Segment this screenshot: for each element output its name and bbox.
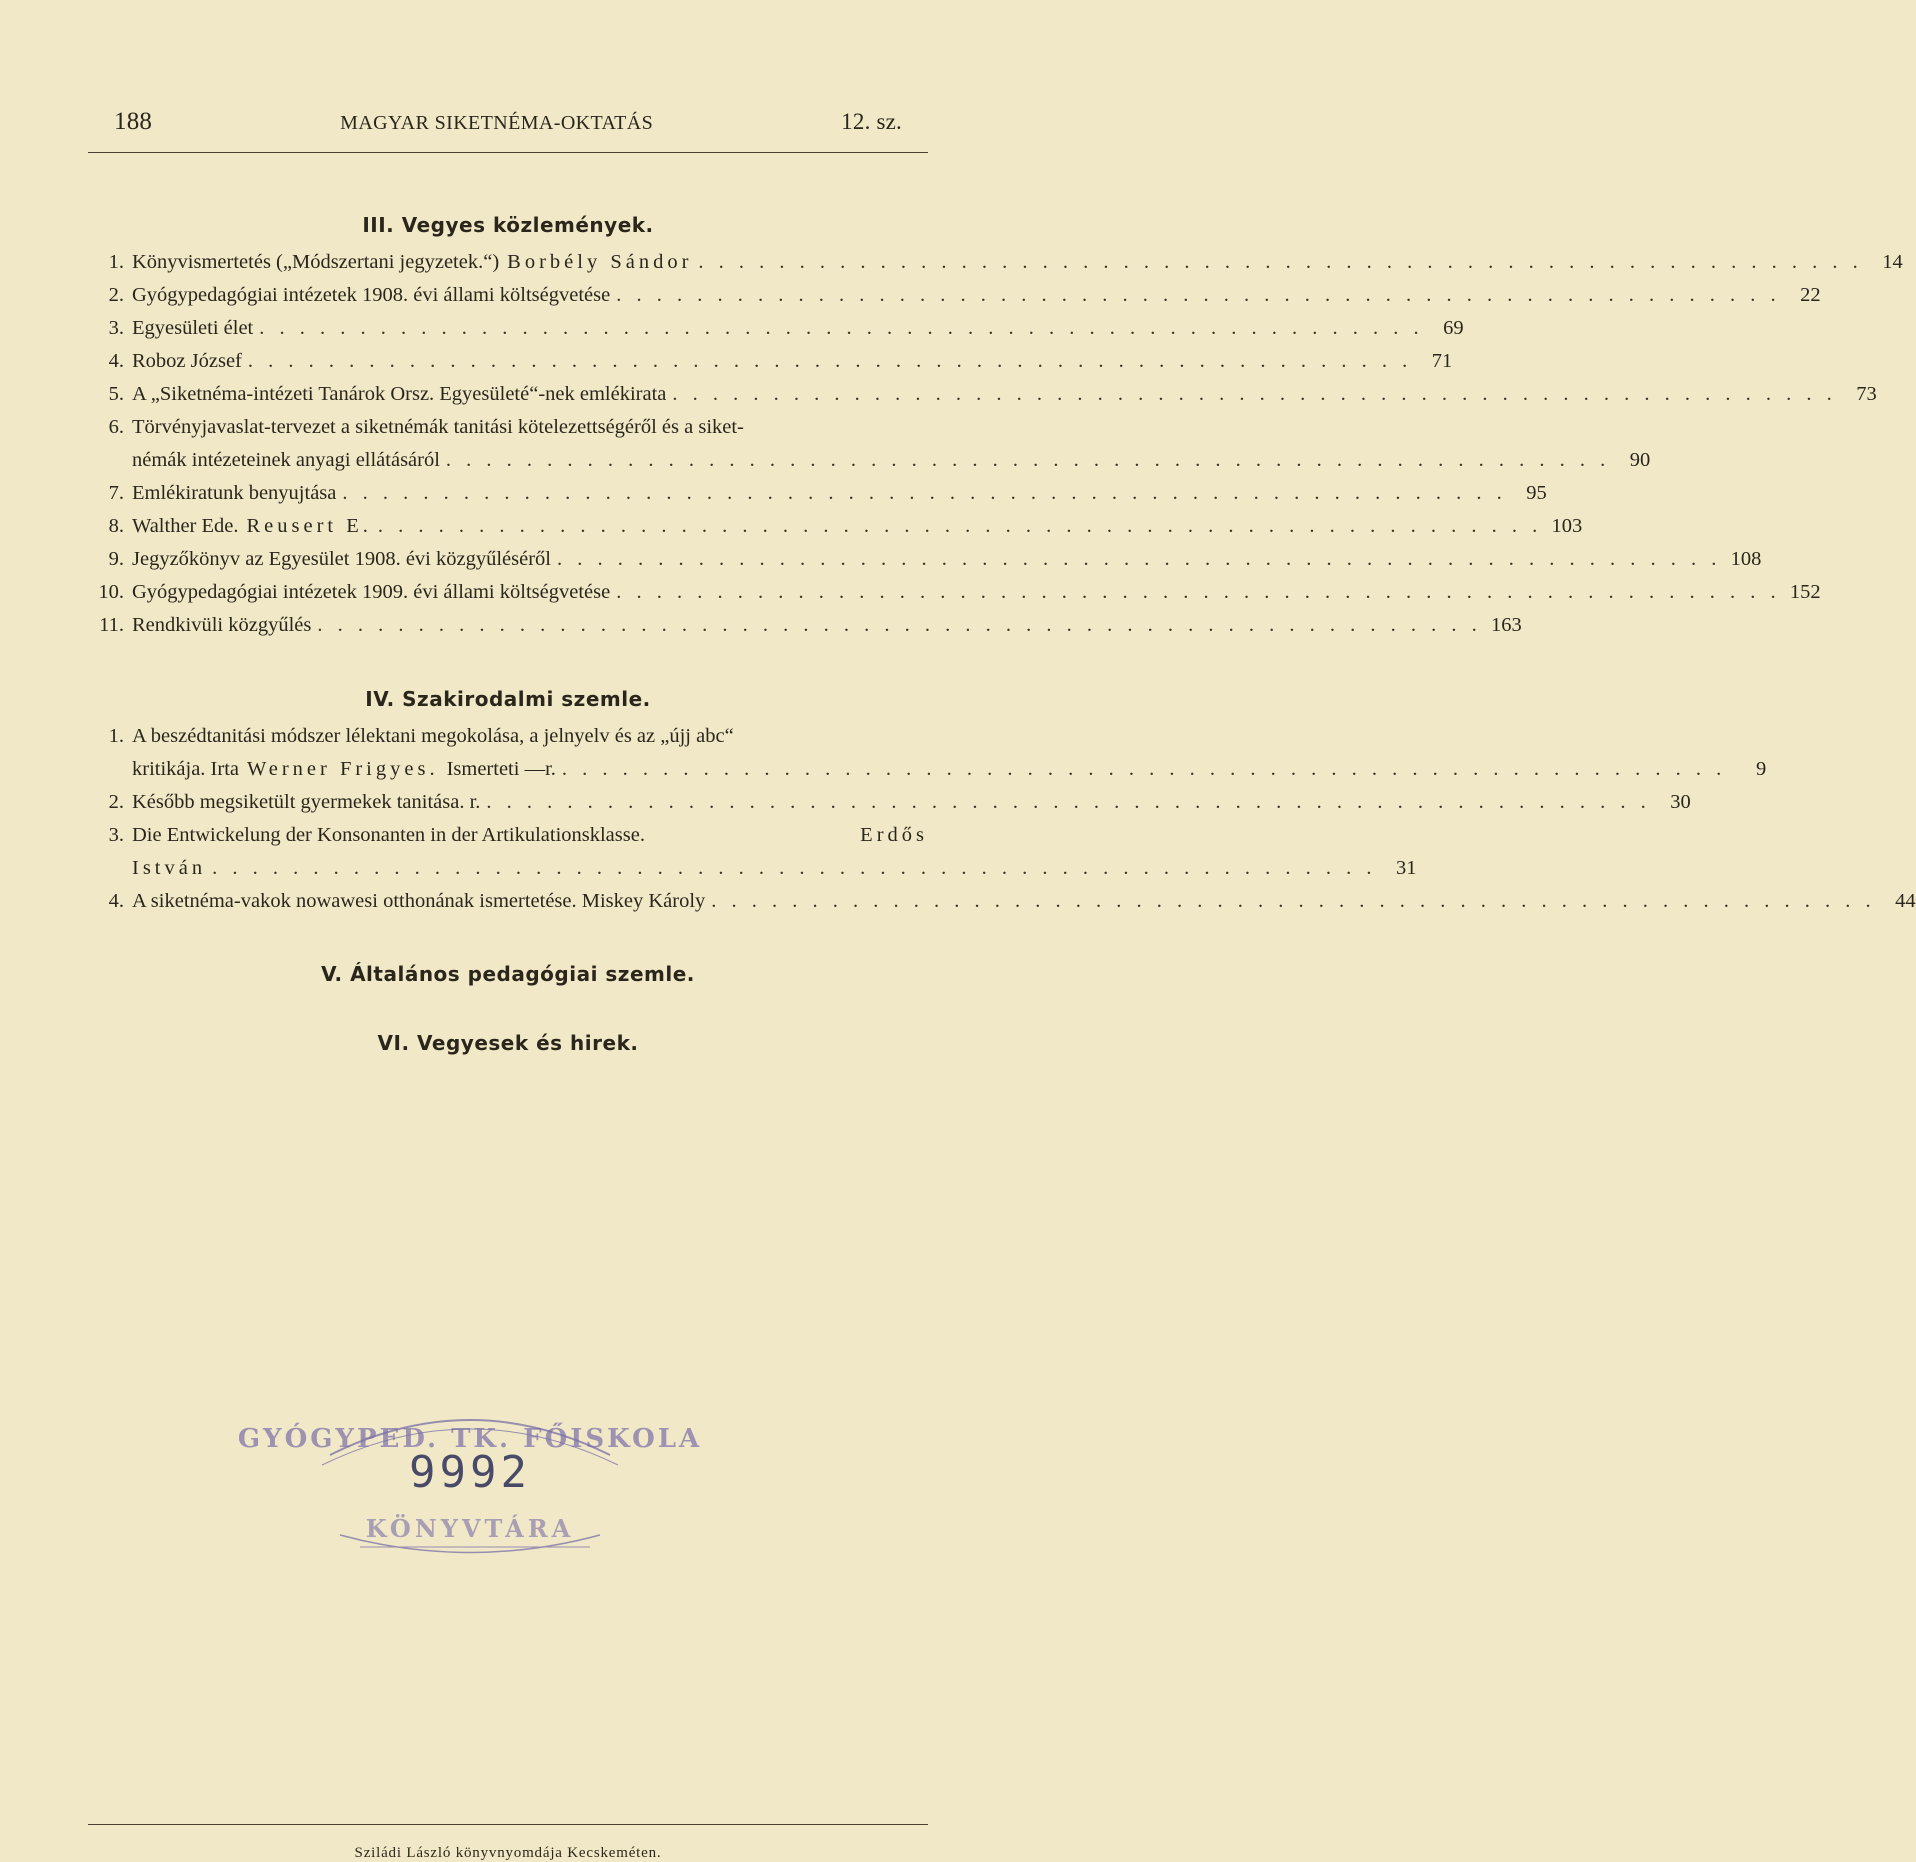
entry-title: A siketnéma-vakok nowawesi otthonának ismertetése. Miskey Károly: [132, 890, 706, 912]
leader-dots: . . . . . . . . . . . . . . . . . . . . . . . . . . . . . . . . . . . . . . . . . . . . . . . . . . . . . . . . . .: [445, 449, 1611, 471]
entry-author: Erdős: [860, 824, 928, 846]
entry-number: 4.: [108, 890, 124, 912]
toc-entry: [94, 885, 1916, 918]
stamp-text-top: GYÓGYPED. TK. FŐISKOLA: [237, 1424, 703, 1454]
toc-entry: [94, 609, 1522, 642]
entry-page: 90: [1629, 449, 1651, 471]
entry-number: 5.: [108, 383, 124, 405]
entry-number: 3.: [108, 317, 124, 339]
entry-title: Később megsiketült gyermekek tanitása. r.: [132, 791, 481, 813]
entry-author: Reusert E.: [246, 515, 372, 537]
issue-number: 12. sz.: [841, 109, 902, 134]
leader-dots: . . . . . . . . . . . . . . . . . . . . . . . . . . . . . . . . . . . . . . . . . . . . . . . . . . . . . . . . . .: [561, 758, 1727, 780]
entry-title: Rendkivüli közgyűlés: [132, 614, 312, 636]
leader-dots: . . . . . . . . . . . . . . . . . . . . . . . . . . . . . . . . . . . . . . . . . . . . . . . . . . . . . . . . . .: [212, 857, 1377, 879]
entry-number: 1.: [108, 725, 124, 747]
entry-title: Walther Ede.: [132, 515, 239, 537]
entry-number: 11.: [99, 614, 124, 636]
entry-author: Borbély Sándor: [507, 251, 693, 273]
entry-page: 103: [1551, 515, 1583, 537]
entry-title: Die Entwickelung der Konsonanten in der Artikulationsklasse.: [132, 824, 645, 846]
leader-dots: . . . . . . . . . . . . . . . . . . . . . . . . . . . . . . . . . . . . . . . . . . . . . . . . . . . . . . . . . .: [616, 284, 1781, 306]
entry-page: 22: [1800, 284, 1821, 306]
entry-title: Roboz József: [132, 350, 242, 372]
toc-entry: [94, 543, 1762, 576]
entry-page: 108: [1730, 548, 1762, 570]
toc-entry: [94, 411, 1651, 477]
toc-entry: [94, 510, 1583, 543]
entry-number: 4.: [108, 350, 124, 372]
leader-dots: . . . . . . . . . . . . . . . . . . . . . . . . . . . . . . . . . . . . . . . . . . . . . . . . . . . . . . . . . .: [342, 482, 1507, 504]
entry-number: 6.: [108, 416, 124, 438]
leader-dots: . . . . . . . . . . . . . . . . . . . . . . . . . . . . . . . . . . . . . . . . . . . . . . . . . . . . . . . . . .: [616, 581, 1781, 603]
stamp-handwritten-number: 9992: [409, 1447, 531, 1498]
leader-dots: . . . . . . . . . . . . . . . . . . . . . . . . . . . . . . . . . . . . . . . . . . . . . . . . . . . . . . . . . .: [698, 251, 1863, 273]
leader-dots: . . . . . . . . . . . . . . . . . . . . . . . . . . . . . . . . . . . . . . . . . . . . . . . . . . . . . . . . . .: [711, 890, 1876, 912]
entry-title: A beszédtanitási módszer lélektani megokolása, a jelnyelv és az „újj abc“: [132, 725, 734, 747]
toc-entry: [94, 279, 1821, 312]
entry-title: Gyógypedagógiai intézetek 1908. évi állami költségvetése: [132, 284, 611, 306]
entry-page: 69: [1443, 317, 1464, 339]
entry-page: 73: [1856, 383, 1877, 405]
entry-title-continued: némák intézeteinek anyagi ellátásáról: [132, 449, 440, 471]
leader-dots: . . . . . . . . . . . . . . . . . . . . . . . . . . . . . . . . . . . . . . . . . . . . . . . . . . . . . . . . . .: [486, 791, 1651, 813]
entry-author-continued: István: [132, 857, 207, 879]
entry-number: 3.: [108, 824, 124, 846]
toc-entry: [94, 477, 1547, 510]
page-number: 188: [114, 108, 153, 135]
toc-entry: [94, 576, 1821, 609]
leader-dots: . . . . . . . . . . . . . . . . . . . . . . . . . . . . . . . . . . . . . . . . . . . . . . . . . . . . . . . . . .: [557, 548, 1722, 570]
toc-entry: [94, 786, 1691, 819]
entry-title: Törvényjavaslat-tervezet a siketnémák tanitási kötelezettségéről és a siket-: [132, 416, 744, 438]
entry-page: 31: [1395, 857, 1417, 879]
entry-title: Egyesületi élet: [132, 317, 254, 339]
entry-number: 7.: [108, 482, 124, 504]
entry-number: 2.: [108, 791, 124, 813]
entry-title: A „Siketnéma-intézeti Tanárok Orsz. Egyesületé“-nek emlékirata: [132, 383, 667, 405]
leader-dots: . . . . . . . . . . . . . . . . . . . . . . . . . . . . . . . . . . . . . . . . . . . . . . . . . . . . . . . . . .: [317, 614, 1482, 636]
journal-title: MAGYAR SIKETNÉMA-OKTATÁS: [340, 112, 654, 134]
entry-page: 14: [1882, 251, 1903, 273]
entry-number: 10.: [98, 581, 124, 603]
entry-author: Werner Frigyes.: [247, 758, 439, 780]
entry-page: 9: [1756, 758, 1767, 780]
toc-entry: [94, 378, 1877, 411]
leader-dots: . . . . . . . . . . . . . . . . . . . . . . . . . . . . . . . . . . . . . . . . . . . . . . . . . . . . . . . . . .: [247, 350, 1413, 372]
entry-title: Jegyzőkönyv az Egyesület 1908. évi közgyűléséről: [132, 548, 551, 570]
entry-page: 71: [1431, 350, 1453, 372]
entry-title-continued: kritikája. Irta: [132, 758, 240, 780]
entry-page: 95: [1526, 482, 1547, 504]
toc-entry: [94, 819, 1417, 885]
section-heading-iv: IV. Szakirodalmi szemle.: [365, 687, 651, 711]
leader-dots: . . . . . . . . . . . . . . . . . . . . . . . . . . . . . . . . . . . . . . . . . . . . . . . . . . . . . . . . . .: [672, 383, 1837, 405]
printer-imprint: Sziládi László könyvnyomdája Kecskeméten.: [354, 1845, 662, 1861]
entry-page: 163: [1490, 614, 1522, 636]
stamp-text-bottom: KÖNYVTÁRA: [365, 1514, 575, 1543]
entry-number: 8.: [108, 515, 124, 537]
footer-rule: [88, 1824, 928, 1825]
entry-number: 2.: [108, 284, 124, 306]
entry-page: 30: [1670, 791, 1691, 813]
leader-dots: . . . . . . . . . . . . . . . . . . . . . . . . . . . . . . . . . . . . . . . . . . . . . . . . . . . . . . . . . .: [377, 515, 1543, 537]
entry-title: Könyvismertetés („Módszertani jegyzetek.“): [132, 251, 500, 273]
entry-reviewer: Ismerteti —r.: [446, 758, 556, 780]
leader-dots: . . . . . . . . . . . . . . . . . . . . . . . . . . . . . . . . . . . . . . . . . . . . . . . . . . . . . . . . . .: [259, 317, 1424, 339]
toc-entry: [94, 720, 1767, 786]
library-stamp: [237, 1395, 703, 1560]
page-header: [90, 108, 926, 136]
entry-title: Emlékiratunk benyujtása: [132, 482, 337, 504]
toc-entry: [94, 246, 1903, 279]
header-rule: [88, 152, 928, 153]
section-heading-iii: III. Vegyes közlemények.: [362, 213, 654, 237]
entry-page: 44: [1895, 890, 1916, 912]
entry-number: 1.: [108, 251, 124, 273]
entry-number: 9.: [108, 548, 124, 570]
toc-entry: [94, 312, 1464, 345]
entry-title: Gyógypedagógiai intézetek 1909. évi állami költségvetése: [132, 581, 611, 603]
section-heading-v: V. Általános pedagógiai szemle.: [321, 962, 695, 986]
entry-page: 152: [1789, 581, 1821, 603]
section-heading-vi: VI. Vegyesek és hirek.: [377, 1031, 639, 1055]
toc-entry: [94, 345, 1453, 378]
